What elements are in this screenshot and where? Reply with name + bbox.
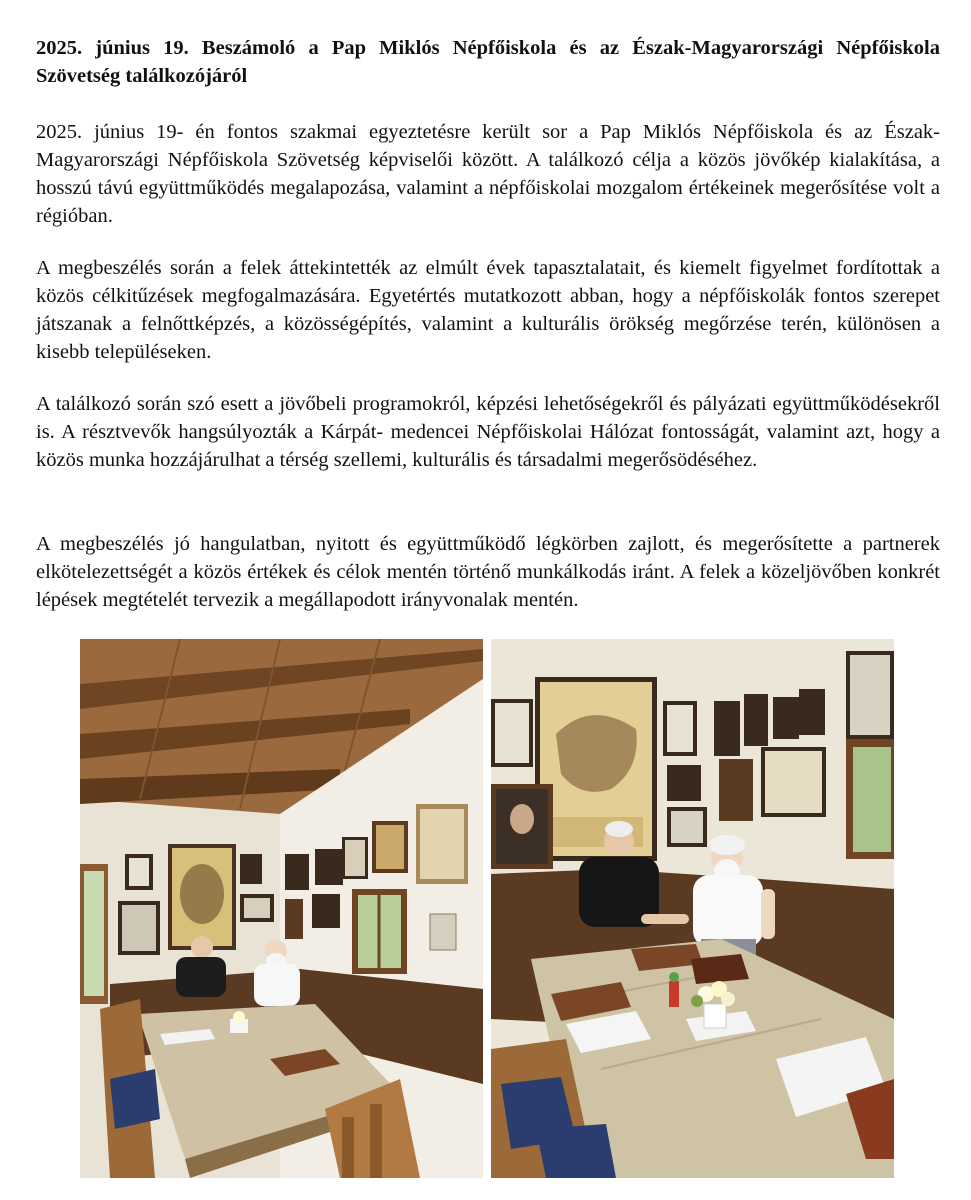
meeting-room-wide-photo <box>80 639 483 1178</box>
paragraph-2: A megbeszélés során a felek áttekintették az elmúlt évek tapasztalatait, és kiemelt figyelmet fordítottak a közös célkitűzések megfogalmazására. Egyetértés mutatkozott abban, hogy a népfőiskolák fontos szerepet játszanak a felnőttképzés, a közösségépítés, valamint a kulturális örökség megőrzése terén, különösen a kisebb településeken. <box>36 257 940 363</box>
paragraph-3: A találkozó során szó esett a jövőbeli programokról, képzési lehetőségekről és pályázati együttműködésekről is. A résztvevők hangsúlyozták a Kárpát- medencei Népfőiskolai Hálózat fontosságát, valamint azt, hogy a közös munka hozzájárulhat a térség szellemi, kulturális és társadalmi megerősödéséhez. <box>36 393 940 471</box>
document-title: 2025. június 19. Beszámoló a Pap Miklós Népfőiskola és az Észak-Magyarországi Népfőiskola Szövetség találkozójáról <box>36 37 940 87</box>
meeting-closeup-photo <box>491 639 894 1178</box>
paragraph-4: A megbeszélés jó hangulatban, nyitott és együttműködő légkörben zajlott, és megerősítette a partnerek elkötelezettségét a közös értékek és célok mentén történő munkálkodás iránt. A felek a közeljövőben konkrét lépések megtételét tervezik a megállapodott irányvonalak mentén. <box>36 533 940 611</box>
paragraph-1: 2025. június 19- én fontos szakmai egyeztetésre került sor a Pap Miklós Népfőiskola és az Észak-Magyarországi Népfőiskola Szövetség képviselői között. A találkozó célja a közös jövőkép kialakítása, a hosszú távú együttműködés megalapozása, valamint a népfőiskolai mozgalom értékeinek megerősítése volt a régióban. <box>36 121 940 227</box>
